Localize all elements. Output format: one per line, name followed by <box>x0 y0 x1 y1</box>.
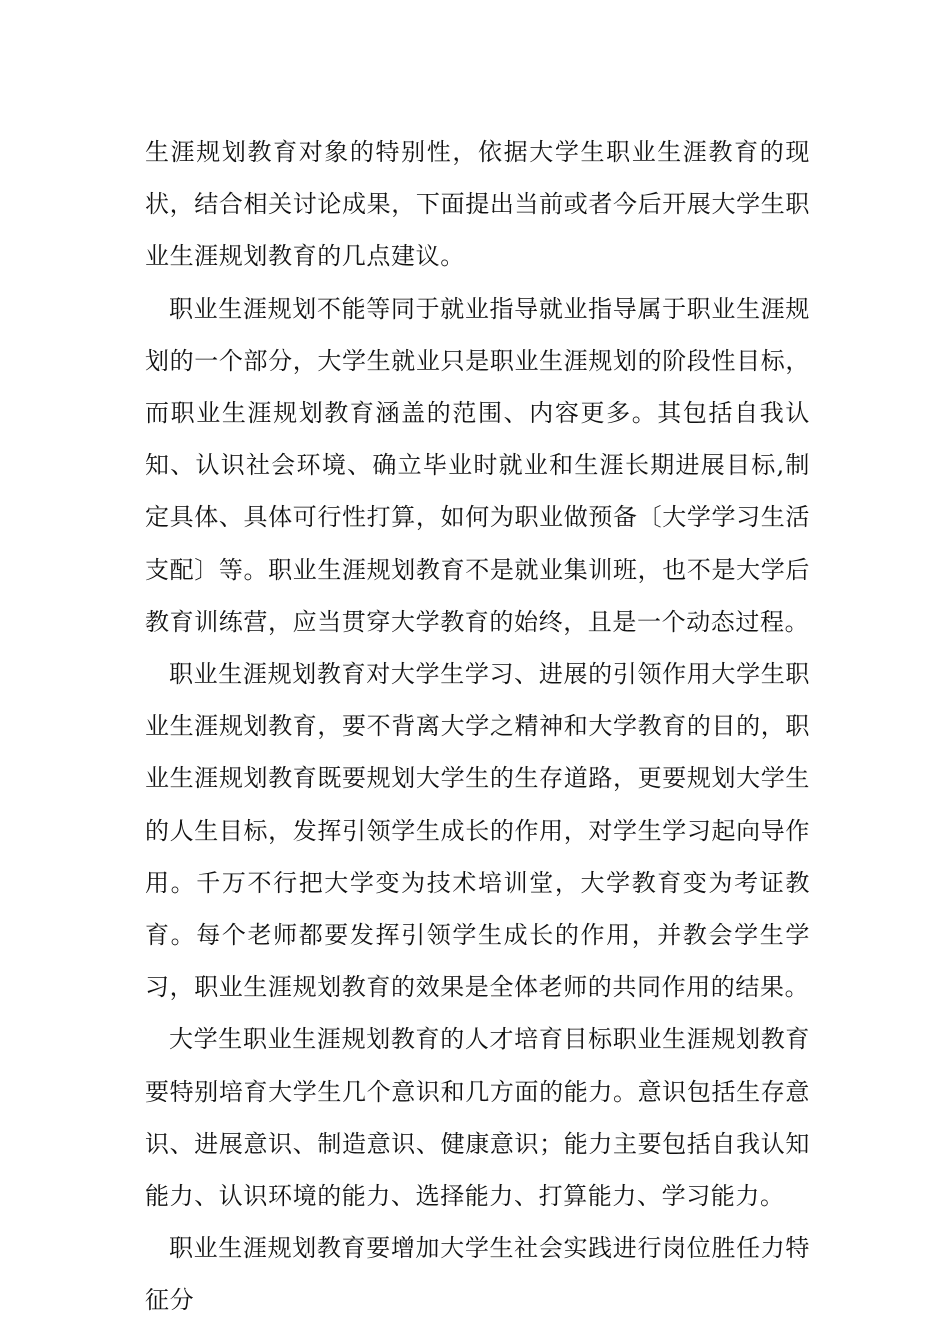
paragraph-continuation: 生涯规划教育对象的特别性，依据大学生职业生涯教育的现状，结合相关讨论成果，下面提出当前或者今后开展大学生职业生涯规划教育的几点建议。 <box>145 138 810 271</box>
paragraph-talent-goals: 大学生职业生涯规划教育的人才培育目标职业生涯规划教育要特别培育大学生几个意识和几方面的能力。意识包括生存意识、进展意识、制造意识、健康意识；能力主要包括自我认知能力、认识环境的能力、选择能力、打算能力、学习能力。 <box>145 1025 810 1211</box>
paragraph-social-practice: 职业生涯规划教育要增加大学生社会实践进行岗位胜任力特征分 <box>145 1234 810 1315</box>
paragraph-guiding-role: 职业生涯规划教育对大学生学习、进展的引领作用大学生职业生涯规划教育，要不背离大学之精神和大学教育的目的，职业生涯规划教育既要规划大学生的生存道路，更要规划大学生的人生目标，发挥引领学生成长的作用，对学生学习起向导作用。千万不行把大学变为技术培训堂，大学教育变为考证教育。每个老师都要发挥引领学生成长的作用，并教会学生学习，职业生涯规划教育的效果是全体老师的共同作用的结果。 <box>145 660 810 1002</box>
document-body <box>145 126 810 1327</box>
paragraph-career-vs-employment: 职业生涯规划不能等同于就业指导就业指导属于职业生涯规划的一个部分，大学生就业只是职业生涯规划的阶段性目标，而职业生涯规划教育涵盖的范围、内容更多。其包括自我认知、认识社会环境、确立毕业时就业和生涯长期进展目标,制定具体、具体可行性打算，如何为职业做预备〔大学学习生活支配〕等。职业生涯规划教育不是就业集训班，也不是大学后教育训练营，应当贯穿大学教育的始终，且是一个动态过程。 <box>145 294 810 636</box>
